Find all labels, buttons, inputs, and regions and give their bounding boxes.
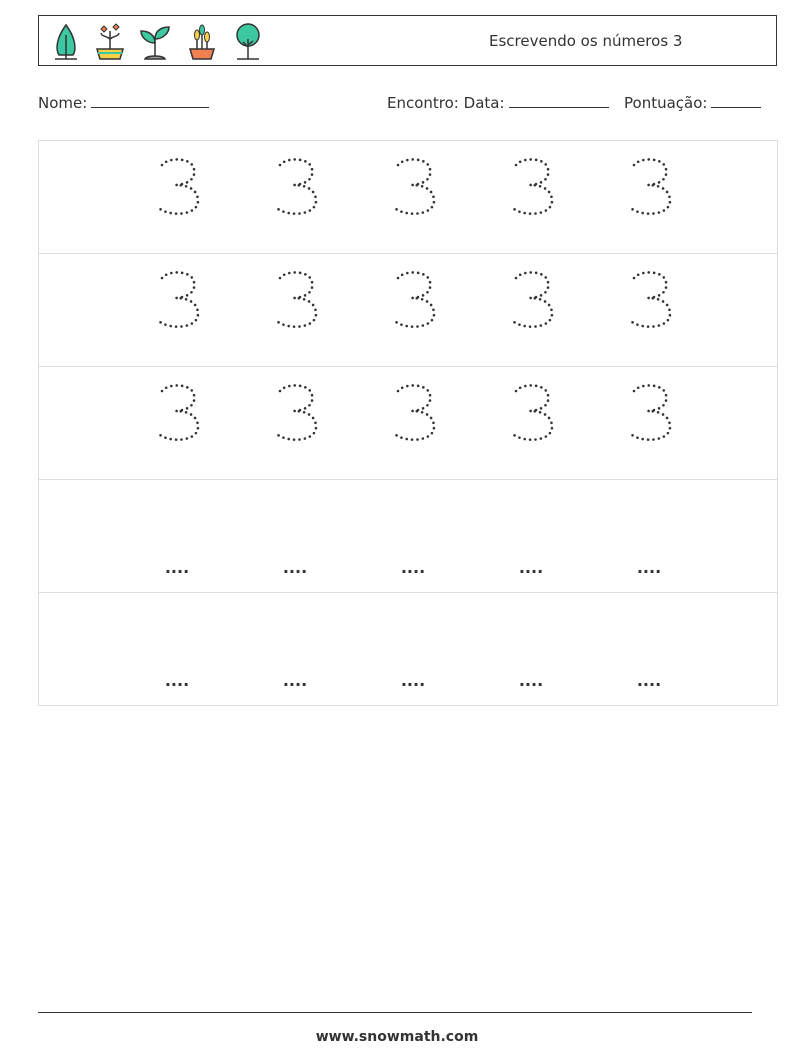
worksheet-row xyxy=(39,367,777,480)
blank-placeholder: .... xyxy=(518,558,544,577)
blank-cell[interactable] xyxy=(265,593,325,705)
dotted-digit[interactable] xyxy=(265,254,325,366)
blank-cell[interactable] xyxy=(265,480,325,592)
worksheet-row xyxy=(39,141,777,254)
worksheet-row xyxy=(39,593,777,706)
flower-pot-icon xyxy=(93,21,127,63)
name-label: Nome: xyxy=(38,94,88,112)
dotted-digit-shape xyxy=(392,157,440,229)
name-blank xyxy=(91,93,209,108)
blank-placeholder: .... xyxy=(164,558,190,577)
blank-placeholder: .... xyxy=(282,558,308,577)
tree-icon xyxy=(49,21,83,63)
dotted-digit-shape xyxy=(510,270,558,342)
dotted-digit-shape xyxy=(628,157,676,229)
dotted-digit-shape xyxy=(156,270,204,342)
blank-placeholder: .... xyxy=(400,671,426,690)
dotted-digit[interactable] xyxy=(147,254,207,366)
footer-url: www.snowmath.com xyxy=(315,1029,479,1045)
dotted-digit[interactable] xyxy=(147,367,207,479)
tracing-grid xyxy=(38,140,778,706)
blank-placeholder: .... xyxy=(282,671,308,690)
dotted-digit[interactable] xyxy=(619,141,679,253)
blank-cell[interactable] xyxy=(147,480,207,592)
dotted-digit[interactable] xyxy=(383,141,443,253)
sprout-icon xyxy=(137,21,173,63)
dotted-digit-shape xyxy=(510,383,558,455)
dotted-digit-shape xyxy=(628,270,676,342)
dotted-digit[interactable] xyxy=(619,367,679,479)
worksheet-row xyxy=(39,480,777,593)
dotted-digit-shape xyxy=(392,383,440,455)
potted-plant-icon xyxy=(185,21,219,63)
score-label: Pontuação: xyxy=(624,94,708,112)
dotted-digit-shape xyxy=(392,270,440,342)
blank-placeholder: .... xyxy=(164,671,190,690)
dotted-digit-shape xyxy=(156,383,204,455)
blank-cell[interactable] xyxy=(619,480,679,592)
date-label: Data: xyxy=(463,94,505,112)
round-tree-icon xyxy=(231,21,265,63)
page-title: Escrevendo os números 3 xyxy=(489,32,683,50)
dotted-digit-shape xyxy=(510,157,558,229)
worksheet-header xyxy=(38,15,777,66)
dotted-digit-shape xyxy=(156,157,204,229)
dotted-digit[interactable] xyxy=(501,367,561,479)
blank-cell[interactable] xyxy=(501,480,561,592)
dotted-digit-shape xyxy=(628,383,676,455)
dotted-digit-shape xyxy=(274,270,322,342)
blank-cell[interactable] xyxy=(383,593,443,705)
date-blank xyxy=(509,93,609,108)
dotted-digit[interactable] xyxy=(383,254,443,366)
name-field xyxy=(38,93,209,112)
blank-cell[interactable] xyxy=(147,593,207,705)
footer-divider xyxy=(38,1012,752,1013)
blank-cell[interactable] xyxy=(501,593,561,705)
meeting-date-field xyxy=(387,93,609,112)
dotted-digit[interactable] xyxy=(383,367,443,479)
dotted-digit[interactable] xyxy=(147,141,207,253)
dotted-digit[interactable] xyxy=(265,141,325,253)
blank-cell[interactable] xyxy=(619,593,679,705)
blank-placeholder: .... xyxy=(400,558,426,577)
dotted-digit[interactable] xyxy=(619,254,679,366)
blank-placeholder: .... xyxy=(636,558,662,577)
dotted-digit-shape xyxy=(274,157,322,229)
blank-placeholder: .... xyxy=(518,671,544,690)
blank-cell[interactable] xyxy=(383,480,443,592)
score-field xyxy=(624,93,761,112)
score-blank xyxy=(711,93,761,108)
dotted-digit-shape xyxy=(274,383,322,455)
worksheet-row xyxy=(39,254,777,367)
meeting-label: Encontro: xyxy=(387,94,459,112)
dotted-digit[interactable] xyxy=(501,141,561,253)
dotted-digit[interactable] xyxy=(501,254,561,366)
blank-placeholder: .... xyxy=(636,671,662,690)
dotted-digit[interactable] xyxy=(265,367,325,479)
